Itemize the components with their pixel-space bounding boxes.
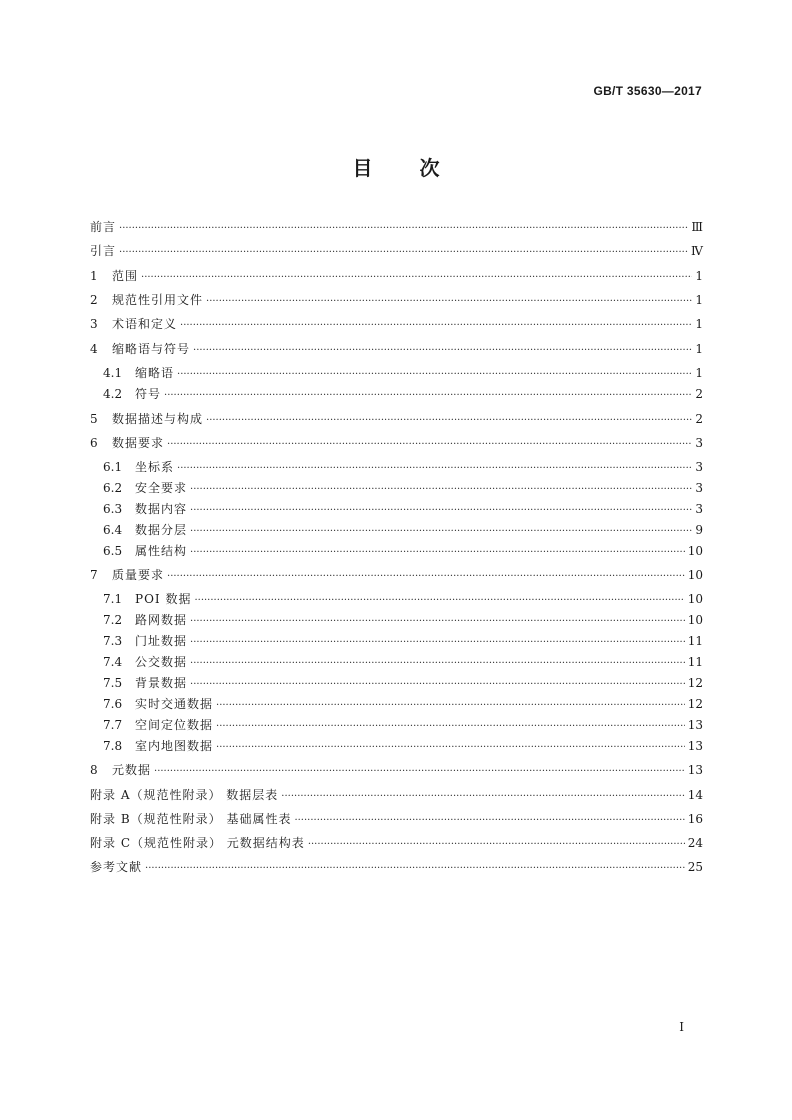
toc-entry-number: 7.4 xyxy=(103,655,123,669)
toc-entry-page: 13 xyxy=(687,718,703,732)
toc-entry-page: 9 xyxy=(695,523,703,537)
toc-entry-number: 7.7 xyxy=(103,718,123,732)
toc-entry-page: 16 xyxy=(687,812,703,826)
toc-entry[interactable] xyxy=(103,479,703,497)
toc-dot-leader xyxy=(308,836,685,854)
toc-entry[interactable] xyxy=(90,242,703,260)
toc-entry[interactable] xyxy=(103,695,703,713)
toc-dot-leader xyxy=(119,220,688,238)
toc-entry-label: 安全要求 xyxy=(135,481,188,495)
toc-dot-leader xyxy=(167,568,685,586)
toc-entry-number: 6.3 xyxy=(103,502,123,516)
toc-title xyxy=(0,152,792,181)
toc-entry-page: 1 xyxy=(695,269,703,283)
toc-entry-label: 路网数据 xyxy=(135,613,188,627)
toc-entry-label: 背景数据 xyxy=(135,676,188,690)
toc-entry-page: 11 xyxy=(687,655,703,669)
toc-dot-leader xyxy=(294,812,684,830)
toc-entry-number: 6.2 xyxy=(103,481,123,495)
toc-entry-number: 2 xyxy=(90,293,98,307)
toc-entry-number: 3 xyxy=(90,317,98,331)
toc-entry-number: 4.2 xyxy=(103,387,123,401)
toc-entry-page: 14 xyxy=(687,788,703,802)
toc-entry-page: 10 xyxy=(687,568,703,582)
toc-dot-leader xyxy=(190,523,692,541)
toc-dot-leader xyxy=(190,634,685,652)
toc-entry-label: 元数据 xyxy=(112,763,152,777)
toc-entry[interactable] xyxy=(90,410,703,428)
toc-dot-leader xyxy=(177,460,692,478)
toc-entry-label: 属性结构 xyxy=(135,544,188,558)
toc-entry-number: 7.6 xyxy=(103,697,123,711)
toc-entry[interactable] xyxy=(90,315,703,333)
toc-entry-label: 实时交通数据 xyxy=(135,697,214,711)
toc-entry-label: 数据描述与构成 xyxy=(112,412,204,426)
toc-dot-leader xyxy=(180,317,692,335)
toc-entry-number: 6.4 xyxy=(103,523,123,537)
toc-dot-leader xyxy=(281,788,684,806)
toc-dot-leader xyxy=(145,860,685,878)
toc-entry-page: 10 xyxy=(687,613,703,627)
toc-entry[interactable] xyxy=(103,590,703,608)
toc-entry[interactable] xyxy=(103,674,703,692)
toc-entry-label: 附录 C（规范性附录） 元数据结构表 xyxy=(90,836,305,850)
toc-entry-label: 数据内容 xyxy=(135,502,188,516)
toc-entry[interactable] xyxy=(103,653,703,671)
toc-entry[interactable] xyxy=(90,761,703,779)
toc-dot-leader xyxy=(190,502,692,520)
toc-entry-page: 3 xyxy=(695,502,703,516)
toc-entry-number: 6.5 xyxy=(103,544,123,558)
toc-dot-leader xyxy=(141,269,692,287)
toc-entry-number: 1 xyxy=(90,269,98,283)
standard-code: GB/T 35630—2017 xyxy=(593,84,702,98)
toc-dot-leader xyxy=(154,763,685,781)
toc-entry-label: 附录 B（规范性附录） 基础属性表 xyxy=(90,812,292,826)
toc-entry[interactable] xyxy=(103,500,703,518)
toc-entry-label: 缩略语 xyxy=(135,366,175,380)
toc-entry-label: 坐标系 xyxy=(135,460,175,474)
toc-entry-label: 附录 A（规范性附录） 数据层表 xyxy=(90,788,279,802)
toc-dot-leader xyxy=(119,244,688,262)
toc-entry-page: 13 xyxy=(687,739,703,753)
toc-entry[interactable] xyxy=(90,291,703,309)
toc-entry-label: 参考文献 xyxy=(90,860,143,874)
toc-entry-label: 空间定位数据 xyxy=(135,718,214,732)
toc-entry-number: 7.1 xyxy=(103,592,123,606)
toc-entry[interactable] xyxy=(90,218,703,236)
toc-entry-page: 1 xyxy=(695,293,703,307)
toc-entry[interactable] xyxy=(103,737,703,755)
toc-entry[interactable] xyxy=(90,834,703,852)
toc-entry[interactable] xyxy=(103,611,703,629)
toc-entry-label: 规范性引用文件 xyxy=(112,293,204,307)
toc-entry-number: 6 xyxy=(90,436,98,450)
toc-dot-leader xyxy=(164,387,692,405)
toc-entry-label: 引言 xyxy=(90,244,117,258)
toc-entry-page: 1 xyxy=(695,366,703,380)
toc-dot-leader xyxy=(216,697,685,715)
toc-entry-label: 范围 xyxy=(112,269,139,283)
toc-entry-page: 3 xyxy=(695,481,703,495)
toc-entry-page: 12 xyxy=(687,676,703,690)
toc-entry-page: 3 xyxy=(695,460,703,474)
toc-entry[interactable] xyxy=(103,542,703,560)
toc-entry-page: 12 xyxy=(687,697,703,711)
toc-dot-leader xyxy=(206,293,692,311)
toc-entry[interactable] xyxy=(103,458,703,476)
toc-entry-page: 10 xyxy=(687,592,703,606)
toc-entry[interactable] xyxy=(90,786,703,804)
toc-entry-number: 6.1 xyxy=(103,460,123,474)
toc-dot-leader xyxy=(193,342,692,360)
toc-title-char-1: 目 xyxy=(352,156,373,180)
toc-entry-page: 25 xyxy=(687,860,703,874)
toc-entry[interactable] xyxy=(90,267,703,285)
toc-entry-label: 符号 xyxy=(135,387,162,401)
toc-entry-page: 24 xyxy=(687,836,703,850)
toc-entry[interactable] xyxy=(103,364,703,382)
toc-entry[interactable] xyxy=(103,385,703,403)
toc-dot-leader xyxy=(167,436,692,454)
toc-entry-page: 13 xyxy=(687,763,703,777)
toc-entry-page: Ⅳ xyxy=(691,244,703,258)
toc-entry-label: 质量要求 xyxy=(112,568,165,582)
toc-entry[interactable] xyxy=(103,632,703,650)
toc-entry-number: 7.8 xyxy=(103,739,123,753)
toc-entry-page: 11 xyxy=(687,634,703,648)
toc-entry-page: 10 xyxy=(687,544,703,558)
toc-entry-number: 8 xyxy=(90,763,98,777)
toc-entry-page: 2 xyxy=(695,412,703,426)
toc-entry-number: 7.3 xyxy=(103,634,123,648)
toc-dot-leader xyxy=(216,718,685,736)
toc-entry-label: 门址数据 xyxy=(135,634,188,648)
toc-dot-leader xyxy=(190,676,685,694)
toc-entry[interactable] xyxy=(103,716,703,734)
toc-entry[interactable] xyxy=(103,521,703,539)
toc-dot-leader xyxy=(194,592,684,610)
toc-entry[interactable] xyxy=(90,566,703,584)
toc-entry-label: 公交数据 xyxy=(135,655,188,669)
toc-entry-label: 前言 xyxy=(90,220,117,234)
toc-entry-page: 3 xyxy=(695,436,703,450)
toc-dot-leader xyxy=(190,655,685,673)
toc-entry[interactable] xyxy=(90,340,703,358)
toc-entry-page: 1 xyxy=(695,317,703,331)
toc-entry-page: 1 xyxy=(695,342,703,356)
page-number: I xyxy=(679,1020,684,1034)
toc-dot-leader xyxy=(190,544,685,562)
toc-entry-label: 数据分层 xyxy=(135,523,188,537)
toc-entry-number: 4.1 xyxy=(103,366,123,380)
toc-entry-label: 术语和定义 xyxy=(112,317,178,331)
toc-entry-label: 数据要求 xyxy=(112,436,165,450)
toc-entry-number: 7.5 xyxy=(103,676,123,690)
toc-dot-leader xyxy=(190,481,692,499)
toc-entry-number: 4 xyxy=(90,342,98,356)
toc-dot-leader xyxy=(190,613,685,631)
toc-entry-number: 7 xyxy=(90,568,98,582)
toc-title-char-2: 次 xyxy=(419,156,440,180)
toc-dot-leader xyxy=(216,739,685,757)
toc-entry-page: 2 xyxy=(695,387,703,401)
toc-entry-number: 5 xyxy=(90,412,98,426)
toc-entry-number: 7.2 xyxy=(103,613,123,627)
toc-entry[interactable] xyxy=(90,810,703,828)
toc-dot-leader xyxy=(177,366,692,384)
toc-entry-label: 缩略语与符号 xyxy=(112,342,191,356)
toc-entry-label: 室内地图数据 xyxy=(135,739,214,753)
toc-entry-label: POI 数据 xyxy=(135,592,192,606)
toc-entry[interactable] xyxy=(90,858,703,876)
toc-entry[interactable] xyxy=(90,434,703,452)
toc-dot-leader xyxy=(206,412,692,430)
toc-entry-page: Ⅲ xyxy=(691,220,703,234)
